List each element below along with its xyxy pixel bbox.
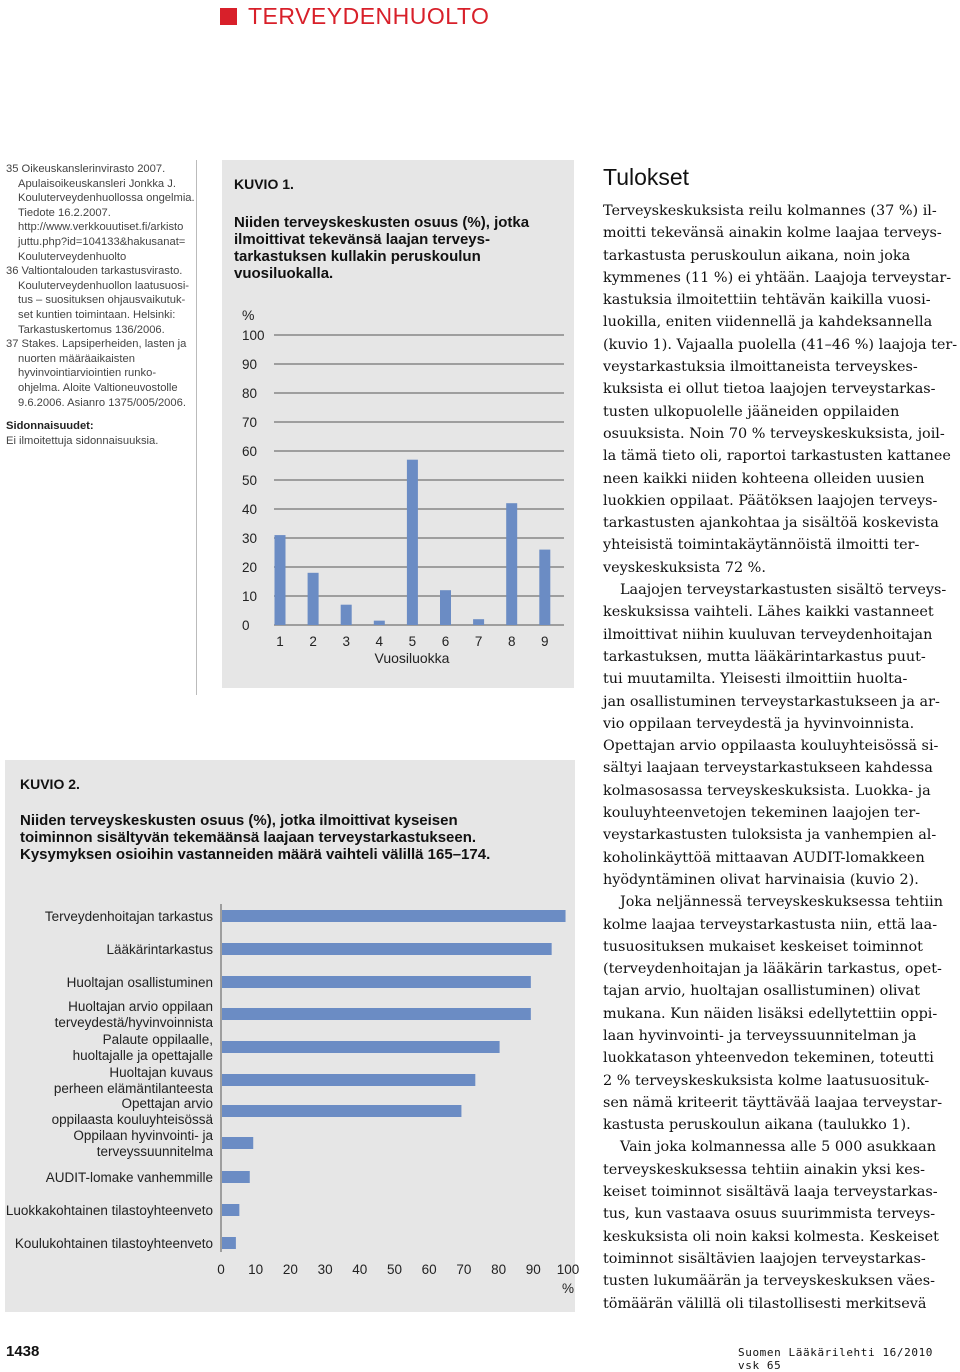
category-label: AUDIT-lomake vanhemmille bbox=[45, 1170, 213, 1185]
body-text-line: neen kaikki niiden kohteena olleiden uusien bbox=[603, 470, 925, 487]
category-label: Palaute oppilaalle, bbox=[102, 1032, 213, 1047]
figure-title-line: toiminnon sisältyvän tekemäänsä laajaan terveystarkastukseen. bbox=[20, 829, 477, 846]
category-label: Oppilaan hyvinvointi- ja bbox=[73, 1128, 213, 1143]
bar bbox=[222, 1171, 250, 1183]
body-text-line: sen nämä kriteerit täyttävää laajaa terveystar- bbox=[603, 1094, 943, 1111]
y-tick-label: 50 bbox=[242, 473, 258, 488]
body-text-line: ilmoittivat niihin kuuluvan terveydenhoitajan bbox=[603, 626, 933, 643]
y-tick-label: 40 bbox=[242, 502, 258, 517]
body-text-line: kouluyhteenvetojen tekeminen laajojen ter- bbox=[603, 805, 921, 822]
category-label: Huoltajan osallistuminen bbox=[66, 975, 213, 990]
bar bbox=[407, 460, 418, 625]
x-axis-label: Vuosiluokka bbox=[374, 650, 450, 666]
body-text-line: toiminnot sisältävien laajojen terveystarkas- bbox=[603, 1250, 926, 1267]
reference-line: 9.6.2006. Asianro 1375/005/2006. bbox=[18, 396, 186, 409]
reference-line: 36 Valtiontalouden tarkastusvirasto. bbox=[6, 265, 183, 278]
x-tick-label: 90 bbox=[525, 1262, 541, 1277]
body-text-line: tömäärän välillä oli tilastollisesti merkitsevä bbox=[603, 1295, 927, 1312]
y-tick-label: 30 bbox=[242, 531, 258, 546]
section-marker bbox=[220, 8, 237, 25]
reference-36 bbox=[6, 264, 196, 337]
x-tick-label: 6 bbox=[441, 634, 450, 649]
figure-title-line: ilmoittivat tekevänsä laajan terveys- bbox=[234, 231, 490, 248]
figure-title-line: vuosiluokalla. bbox=[234, 265, 334, 282]
reference-line: Tiedote 16.2.2007. bbox=[18, 206, 111, 219]
reference-link[interactable]: juttu.php?id=104133&hakusanat= bbox=[18, 235, 186, 248]
column-divider bbox=[196, 160, 197, 695]
page-number: 1438 bbox=[6, 1343, 40, 1360]
x-axis-unit: % bbox=[561, 1281, 575, 1296]
reference-line: 37 Stakes. Lapsiperheiden, lasten ja bbox=[6, 338, 187, 351]
category-label: huoltajalle ja opettajalle bbox=[72, 1048, 213, 1063]
disclosure-heading: Sidonnaisuudet: bbox=[6, 420, 94, 433]
results-body bbox=[603, 200, 958, 1315]
reference-37 bbox=[6, 337, 196, 410]
body-text-line: la tämä tieto oli, raportoi tarkastusten kattanee bbox=[603, 448, 951, 465]
category-label: Luokkakohtainen tilastoyhteenveto bbox=[5, 1203, 213, 1218]
reference-line: Kouluterveydenhuollon laatusuosi- bbox=[18, 279, 190, 292]
body-text-line: kolme laajaa terveystarkastusta niin, että laa- bbox=[603, 916, 938, 933]
category-label: Terveydenhoitajan tarkastus bbox=[44, 909, 213, 924]
bar bbox=[440, 590, 451, 625]
category-label: Opettajan arvio bbox=[121, 1096, 213, 1111]
figure-title-line: Niiden terveyskeskusten osuus (%), jotka bbox=[234, 214, 530, 231]
section-title: TERVEYDENHUOLTO bbox=[248, 3, 490, 29]
y-tick-label: 10 bbox=[242, 589, 258, 604]
body-text-line: yhteisistä toimintakäytännöistä ilmoitti ter- bbox=[603, 537, 920, 554]
body-text-line: veystarkastuksia ilmoittaneista terveyskes- bbox=[603, 359, 918, 376]
body-text-line: koholinkäyttöä mittaavan AUDIT-lomakkeen bbox=[603, 849, 925, 866]
body-text-line: tusuosituksen mukaiset keskeiset toiminnot bbox=[603, 938, 923, 955]
x-tick-label: 60 bbox=[421, 1262, 437, 1277]
x-tick-label: 7 bbox=[474, 634, 483, 649]
x-tick-label: 10 bbox=[248, 1262, 264, 1277]
category-label: Lääkärintarkastus bbox=[106, 942, 213, 957]
body-text-line: mukana. Kun näiden lisäksi edellytettiin oppi- bbox=[603, 1005, 938, 1022]
body-text-line: luokkien oppilaat. Päätöksen laajojen terveys- bbox=[603, 492, 938, 509]
y-tick-label: 70 bbox=[242, 415, 258, 430]
bar bbox=[222, 1074, 475, 1086]
reference-line: Tarkastuskertomus 136/2006. bbox=[18, 323, 165, 336]
body-text-line: Opettajan arvio oppilaasta kouluyhteisössä si- bbox=[603, 738, 939, 755]
bar bbox=[473, 619, 484, 625]
body-text-line: kolmasosassa terveyskeskuksista. Luokka- ja bbox=[603, 782, 931, 799]
y-tick-label: 20 bbox=[242, 560, 258, 575]
x-tick-label: 50 bbox=[386, 1262, 403, 1277]
body-text-line: osuuksista. Noin 70 % terveyskeskuksista, joil- bbox=[603, 425, 945, 442]
reference-line: Kouluterveydenhuolto bbox=[18, 250, 127, 263]
reference-line: Kouluterveydenhuollossa ongelmia. bbox=[18, 192, 195, 205]
body-text-line: tarkastusta peruskoulun aikana, noin joka bbox=[603, 247, 911, 264]
y-tick-label: 60 bbox=[242, 444, 258, 459]
x-tick-label: 70 bbox=[456, 1262, 472, 1277]
body-text-line: vio oppilaan terveydestä ja hyvinvoinnista. bbox=[603, 715, 915, 732]
x-tick-label: 5 bbox=[408, 634, 417, 649]
x-tick-label: 2 bbox=[309, 634, 317, 649]
body-text-line: tarkastuksen, mutta lääkärintarkastus puut- bbox=[603, 648, 926, 665]
x-tick-label: 40 bbox=[352, 1262, 368, 1277]
figure-1-label: KUVIO 1. bbox=[234, 176, 294, 192]
body-text-line: tusten lukumäärän ja terveyskeskuksen väes- bbox=[603, 1273, 936, 1290]
reference-line: set kuntien toimintaan. Helsinki: bbox=[18, 308, 176, 321]
bar bbox=[222, 1137, 253, 1149]
reference-line: Apulaisoikeuskansleri Jonkka J. bbox=[18, 177, 176, 190]
x-tick-label: 9 bbox=[541, 634, 549, 649]
x-tick-label: 20 bbox=[282, 1262, 298, 1277]
x-tick-label: 0 bbox=[217, 1262, 225, 1277]
category-label: perheen elämäntilanteesta bbox=[53, 1081, 213, 1096]
category-label: oppilaasta kouluyhteisössä bbox=[51, 1112, 213, 1127]
body-text-line: moitti tekevänsä ainakin kolme laajaa terveys- bbox=[603, 225, 942, 242]
bar bbox=[539, 550, 550, 625]
bar bbox=[222, 1105, 461, 1117]
body-text-line: keskuksissa vaihteli. Lähes kaikki vastanneet bbox=[603, 604, 934, 621]
figure-title-line: Kysymyksen osioihin vastanneiden määrä vaihteli välillä 165–174. bbox=[20, 846, 491, 863]
y-tick-label: 90 bbox=[242, 357, 258, 372]
bar bbox=[222, 910, 566, 922]
body-text-line: keskuksista oli noin kaksi kolmesta. Keskeiset bbox=[603, 1228, 939, 1245]
figure-2-label: KUVIO 2. bbox=[20, 776, 80, 792]
figure-1-bar-chart bbox=[222, 160, 574, 688]
body-text-line: 2 % terveyskeskuksista kolme laatusuosituk- bbox=[603, 1072, 930, 1089]
y-tick-label: 100 bbox=[242, 328, 265, 343]
body-text-line: luokkatason yhteenvedon tekeminen, toteutti bbox=[603, 1050, 934, 1067]
bar bbox=[222, 1008, 531, 1020]
reference-line: hyvinvointiarviointien runko- bbox=[18, 367, 157, 380]
body-text-line: (kuvio 1). Vajaalla puolella (41–46 %) laajoja ter- bbox=[603, 336, 958, 353]
body-text-line: veyskeskuksista 72 %. bbox=[603, 559, 766, 576]
reference-line: 35 Oikeuskanslerinvirasto 2007. bbox=[6, 163, 166, 175]
body-text-line: Terveyskeskuksista reilu kolmannes (37 %) il- bbox=[603, 203, 937, 219]
body-text-line: kastuksia ilmoitettiin tehtävän kaikilla vuosi- bbox=[603, 292, 931, 309]
body-text-line: veystarkastusten tuloksista ja vanhempien al- bbox=[603, 827, 937, 844]
category-label: Koulukohtainen tilastoyhteenveto bbox=[14, 1236, 213, 1251]
reference-35 bbox=[6, 162, 196, 264]
figure-2-bar-chart bbox=[5, 760, 580, 1312]
bar bbox=[222, 1041, 500, 1053]
body-text-line: tarkastusten ajankohtaa ja sisältöä koskevista bbox=[603, 515, 939, 532]
bar bbox=[222, 1204, 239, 1216]
x-tick-label: 1 bbox=[276, 634, 284, 649]
figure-title-line: Niiden terveyskeskusten osuus (%), jotka ilmoittivat kyseisen bbox=[20, 812, 458, 829]
bar bbox=[222, 976, 531, 988]
reference-line: nuorten määräaikaisten bbox=[18, 352, 135, 365]
y-tick-label: 0 bbox=[242, 618, 250, 633]
body-text-line: sältyi laajaan terveystarkastukseen kahdessa bbox=[603, 760, 933, 777]
body-text-line: hyödyntäminen olivat harvinaisia (kuvio 2). bbox=[603, 871, 919, 888]
x-tick-label: 30 bbox=[317, 1262, 333, 1277]
journal-footer: Suomen Lääkärilehti 16/2010 vsk 65 bbox=[738, 1346, 934, 1372]
category-label: Huoltajan arvio oppilaan bbox=[68, 999, 213, 1014]
bar bbox=[275, 535, 286, 625]
body-text-line: luokilla, eniten viidennellä ja kahdeksannella bbox=[603, 314, 933, 331]
category-label: Huoltajan kuvaus bbox=[109, 1065, 213, 1080]
category-label: terveydestä/hyvinvoinnista bbox=[54, 1015, 213, 1030]
body-text-line: tui muutamilta. Yleisesti ilmoittiin huolta- bbox=[603, 671, 908, 688]
body-text-line: Joka neljännessä terveyskeskuksessa tehtiin bbox=[620, 894, 944, 911]
body-text-line: (terveydenhoitajan ja lääkärin tarkastus, opet- bbox=[603, 961, 942, 978]
bar bbox=[506, 503, 517, 625]
body-text-line: laan hyvinvointi- ja terveyssuunnitelman ja bbox=[603, 1027, 917, 1044]
body-text-line: terveyskeskuksessa tehtiin ainakin yksi kes- bbox=[603, 1161, 925, 1178]
body-text-line: keiset toiminnot sisältävä laaja terveystarkas- bbox=[603, 1184, 938, 1201]
body-text-line: jan osallistuminen terveystarkastukseen ja ar- bbox=[603, 693, 940, 710]
disclosure-text: Ei ilmoitettuja sidonnaisuuksia. bbox=[6, 434, 159, 447]
x-tick-label: 100 bbox=[556, 1262, 580, 1277]
x-tick-label: 4 bbox=[375, 634, 384, 649]
body-text-line: tajan arvio, huoltajan osallistuminen) olivat bbox=[603, 983, 921, 1000]
body-text-line: tus, kun vastaava osuus suurimmista terveys- bbox=[603, 1206, 936, 1223]
results-heading: Tulokset bbox=[603, 164, 690, 190]
y-axis-unit: % bbox=[242, 307, 255, 323]
body-text-line: Laajojen terveystarkastusten sisältö terveys- bbox=[620, 582, 947, 599]
y-tick-label: 80 bbox=[242, 386, 258, 401]
bar bbox=[222, 943, 552, 955]
reference-link[interactable]: http://www.verkkouutiset.fi/arkisto bbox=[18, 221, 184, 234]
bar bbox=[308, 573, 319, 625]
bar bbox=[341, 605, 352, 625]
category-label: terveyssuunnitelma bbox=[96, 1144, 213, 1159]
x-tick-label: 8 bbox=[507, 634, 516, 649]
body-text-line: kymmenes (11 %) ei yhtään. Laajoja terveystar- bbox=[603, 269, 952, 286]
bar bbox=[374, 621, 385, 625]
body-text-line: kuksista ei ollut tietoa laajojen terveystarkas- bbox=[603, 381, 936, 398]
figure-title-line: tarkastuksen kullakin peruskoulun bbox=[234, 248, 481, 265]
reference-line: ohjelma. Aloite Valtioneuvostolle bbox=[18, 381, 178, 394]
body-text-line: Vain joka kolmannessa alle 5 000 asukkaan bbox=[620, 1139, 937, 1156]
x-tick-label: 80 bbox=[491, 1262, 507, 1277]
body-text-line: kastusta peruskoulun aikana (taulukko 1). bbox=[603, 1117, 911, 1134]
bar bbox=[222, 1237, 236, 1249]
body-text-line: tusten ulkopuolelle jääneiden oppilaiden bbox=[603, 403, 900, 420]
x-tick-label: 3 bbox=[342, 634, 350, 649]
references-column bbox=[6, 162, 196, 448]
reference-line: tus – suosituksen ohjausvaikutuk- bbox=[18, 294, 186, 307]
